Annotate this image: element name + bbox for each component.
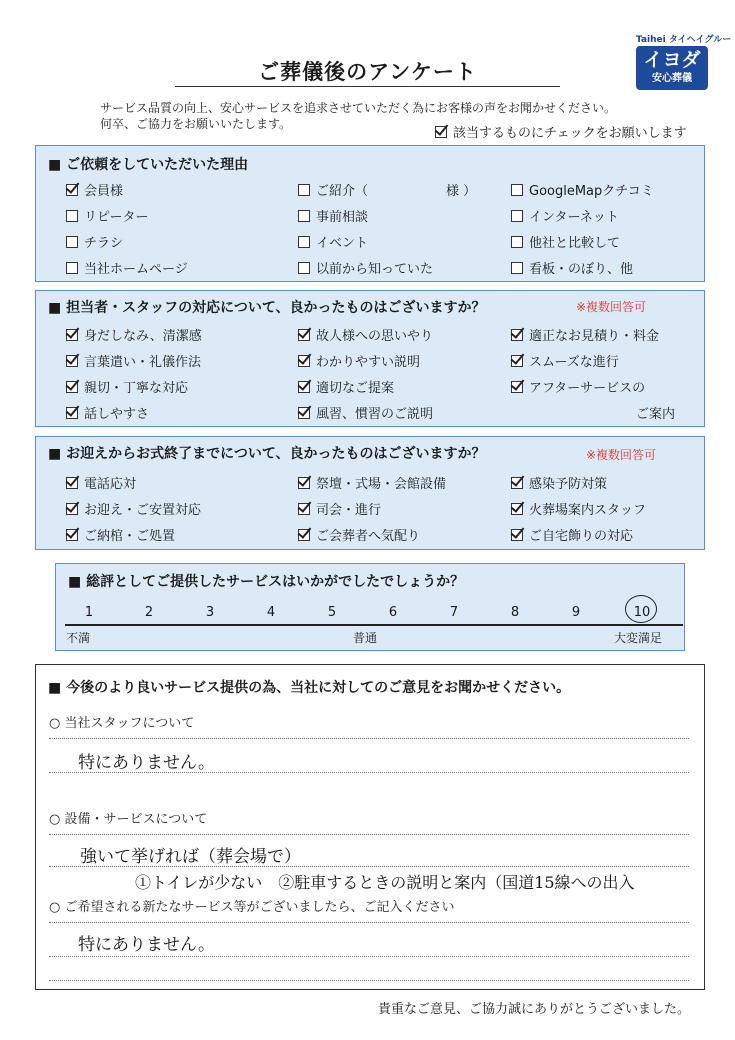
staff-compassion[interactable]	[298, 325, 433, 344]
dotted-line	[49, 738, 689, 739]
item-label: 他社と比較して	[529, 236, 621, 251]
checkbox[interactable]	[298, 529, 310, 541]
item-label: 言葉遣い・礼儀作法	[84, 355, 202, 370]
selected-rating-circle	[625, 595, 657, 623]
checkbox[interactable]	[511, 210, 523, 222]
item-label: ご紹介（ 様 ）	[316, 184, 477, 199]
staff-explanation[interactable]	[298, 351, 420, 370]
ceremony-heading: ■ お迎えからお式終了までについて、良かったものはございますか？	[48, 446, 486, 462]
checkbox[interactable]	[511, 236, 523, 248]
item-label: お迎え・ご安置対応	[84, 503, 202, 518]
checkbox[interactable]	[298, 262, 310, 274]
intro-line-1: サービス品質の向上、安心サービスを追求させていただく為にお客様の声をお聞かせください。	[100, 101, 617, 115]
question-new-services: ○ ご希望される新たなサービス等がございましたら、ご記入ください	[49, 900, 455, 915]
item-label: わかりやすい説明	[316, 355, 421, 370]
item-label: 親切・丁寧な対応	[84, 381, 189, 396]
checkbox[interactable]	[511, 355, 523, 367]
rating-high-label: 大変満足	[614, 631, 663, 645]
item-label: 祭壇・式場・会館設備	[316, 477, 447, 492]
checkbox[interactable]	[511, 477, 523, 489]
reason-known[interactable]	[298, 258, 433, 277]
staff-proposal[interactable]	[298, 377, 394, 396]
staff-appearance[interactable]	[66, 325, 202, 344]
checkbox[interactable]	[511, 381, 523, 393]
ceremony-facilities[interactable]	[298, 473, 446, 492]
item-label: ご自宅飾りの対応	[529, 529, 634, 544]
dotted-line	[49, 956, 689, 957]
checkbox[interactable]	[66, 355, 78, 367]
dotted-line	[49, 922, 689, 923]
ceremony-phone[interactable]	[66, 473, 136, 492]
checkbox[interactable]	[298, 407, 310, 419]
rating-5[interactable]: 5	[327, 605, 337, 620]
item-label: 当社ホームページ	[84, 262, 188, 277]
rating-mid-label: 普通	[353, 631, 378, 645]
rating-heading: ■ 総評としてご提供したサービスはいかがでしたでしょうか？	[68, 574, 465, 590]
item-label: 身だしなみ、清潔感	[84, 329, 202, 344]
staff-approachable[interactable]	[66, 403, 149, 422]
checkbox[interactable]	[298, 236, 310, 248]
ceremony-infection[interactable]	[511, 473, 607, 492]
item-label: 適正なお見積り・料金	[529, 329, 660, 344]
ceremony-encoffin[interactable]	[66, 525, 175, 544]
answer-staff[interactable]: 特にありません。	[78, 753, 216, 773]
item-label: 風習、慣習のご説明	[316, 407, 434, 422]
checkbox[interactable]	[298, 184, 310, 196]
checkbox[interactable]	[511, 329, 523, 341]
rating-9[interactable]: 9	[571, 605, 581, 620]
dotted-line	[49, 866, 689, 867]
checkbox[interactable]	[298, 503, 310, 515]
rating-2[interactable]: 2	[144, 605, 154, 620]
reason-flyer[interactable]	[66, 232, 123, 251]
checkbox[interactable]	[66, 529, 78, 541]
checkbox[interactable]	[66, 184, 78, 196]
reason-internet[interactable]	[511, 206, 619, 225]
item-label: GoogleMapクチコミ	[529, 184, 654, 199]
check-instruction	[435, 122, 687, 141]
rating-3[interactable]: 3	[205, 605, 215, 620]
logo-main-text: イヨダ	[643, 49, 701, 71]
reason-googlemap[interactable]	[511, 180, 654, 199]
multiple-answer-note: ※複数回答可	[586, 448, 657, 462]
reason-event[interactable]	[298, 232, 368, 251]
feedback-heading: ■ 今後のより良いサービス提供の為、当社に対してのご意見をお聞かせください。	[48, 680, 571, 696]
item-label: 以前から知っていた	[316, 262, 434, 277]
checkbox[interactable]	[298, 355, 310, 367]
staff-progress[interactable]	[511, 351, 619, 370]
checkbox[interactable]	[66, 477, 78, 489]
intro-line-2: 何卒、ご協力をお願いいたします。	[100, 117, 292, 131]
dotted-line	[49, 980, 689, 981]
item-label: スムーズな進行	[529, 355, 619, 370]
answer-new-services[interactable]: 特にありません。	[78, 935, 216, 955]
staff-aftercare[interactable]	[511, 377, 645, 396]
reason-repeater[interactable]	[66, 206, 148, 225]
reason-member[interactable]	[66, 180, 123, 199]
group-brand: Taihei タイヘイグルー	[636, 35, 732, 45]
item-label: チラシ	[84, 236, 124, 251]
reason-compared[interactable]	[511, 232, 620, 251]
ceremony-mc[interactable]	[298, 499, 381, 518]
ceremony-home[interactable]	[511, 525, 633, 544]
checkbox[interactable]	[66, 381, 78, 393]
checkbox[interactable]	[298, 477, 310, 489]
checkbox[interactable]	[298, 381, 310, 393]
checkbox[interactable]	[66, 407, 78, 419]
multiple-answer-note: ※複数回答可	[576, 300, 647, 314]
checkbox[interactable]	[66, 262, 78, 274]
ceremony-pickup[interactable]	[66, 499, 201, 518]
item-label: ご納棺・ご処置	[84, 529, 176, 544]
item-label: 感染予防対策	[529, 477, 608, 492]
rating-low-label: 不満	[66, 631, 91, 645]
item-label: 司会・進行	[316, 503, 382, 518]
item-label: 事前相談	[316, 210, 369, 225]
checkbox[interactable]	[511, 503, 523, 515]
staff-section	[35, 290, 705, 427]
checkbox[interactable]	[511, 262, 523, 274]
item-label: 看板・のぼり、他	[529, 262, 634, 277]
logo-sub-text: 安心葬儀	[652, 73, 692, 84]
item-label: 故人様への思いやり	[316, 329, 434, 344]
rating-7[interactable]: 7	[449, 605, 459, 620]
item-label: インターネット	[529, 210, 619, 225]
dotted-line	[49, 834, 689, 835]
checkbox[interactable]	[66, 329, 78, 341]
checkbox[interactable]	[66, 236, 78, 248]
item-label: イベント	[316, 236, 369, 251]
checkbox-example-icon	[435, 126, 447, 138]
checkbox[interactable]	[511, 184, 523, 196]
ceremony-attendees[interactable]	[298, 525, 420, 544]
staff-customs[interactable]	[298, 403, 433, 422]
question-facilities: ○ 設備・サービスについて	[49, 812, 208, 827]
staff-kindness[interactable]	[66, 377, 188, 396]
rating-4[interactable]: 4	[266, 605, 276, 620]
item-label: リピーター	[84, 210, 149, 225]
checkbox[interactable]	[511, 529, 523, 541]
checkbox[interactable]	[66, 210, 78, 222]
rating-1[interactable]: 1	[84, 605, 94, 620]
aftercare-continuation: ご案内	[636, 407, 676, 422]
item-label: 適切なご提案	[316, 381, 395, 396]
ceremony-crematorium[interactable]	[511, 499, 646, 518]
answer-facilities-line2[interactable]: ①トイレが少ない ②駐車するときの説明と案内（国道15線への出入	[135, 873, 635, 892]
rating-6[interactable]: 6	[388, 605, 398, 620]
item-label: 会員様	[84, 184, 124, 199]
item-label: ご会葬者へ気配り	[316, 529, 421, 544]
rating-10[interactable]: 10	[633, 605, 651, 620]
title-underline	[175, 86, 560, 87]
checkbox[interactable]	[66, 503, 78, 515]
reason-heading: ■ ご依頼をしていただいた理由	[48, 157, 249, 173]
page-title: ご葬儀後のアンケート	[258, 60, 477, 84]
item-label: アフターサービスの	[529, 381, 646, 396]
rating-8[interactable]: 8	[510, 605, 520, 620]
item-label: 話しやすさ	[84, 407, 150, 422]
reason-homepage[interactable]	[66, 258, 188, 277]
thank-you-message: 貴重なご意見、ご協力誠にありがとうございました。	[377, 1002, 690, 1017]
checkbox[interactable]	[298, 210, 310, 222]
ceremony-section	[35, 436, 705, 550]
item-label: 電話応対	[84, 477, 137, 492]
checkbox[interactable]	[298, 329, 310, 341]
rating-scale-line	[65, 624, 683, 626]
question-staff: ○ 当社スタッフについて	[49, 716, 195, 731]
reason-referral[interactable]	[298, 180, 476, 199]
staff-heading: ■ 担当者・スタッフの対応について、良かったものはございますか？	[48, 300, 486, 316]
dotted-line	[49, 772, 689, 773]
item-label: 火葬場案内スタッフ	[529, 503, 647, 518]
reason-section	[35, 145, 705, 282]
answer-facilities-line1[interactable]: 強いて挙げれば（葬会場で）	[80, 847, 301, 867]
reason-consultation[interactable]	[298, 206, 368, 225]
check-instruction-text: 該当するものにチェックをお願いします	[453, 126, 687, 141]
reason-signboard[interactable]	[511, 258, 633, 277]
staff-estimate[interactable]	[511, 325, 659, 344]
staff-manners[interactable]	[66, 351, 201, 370]
